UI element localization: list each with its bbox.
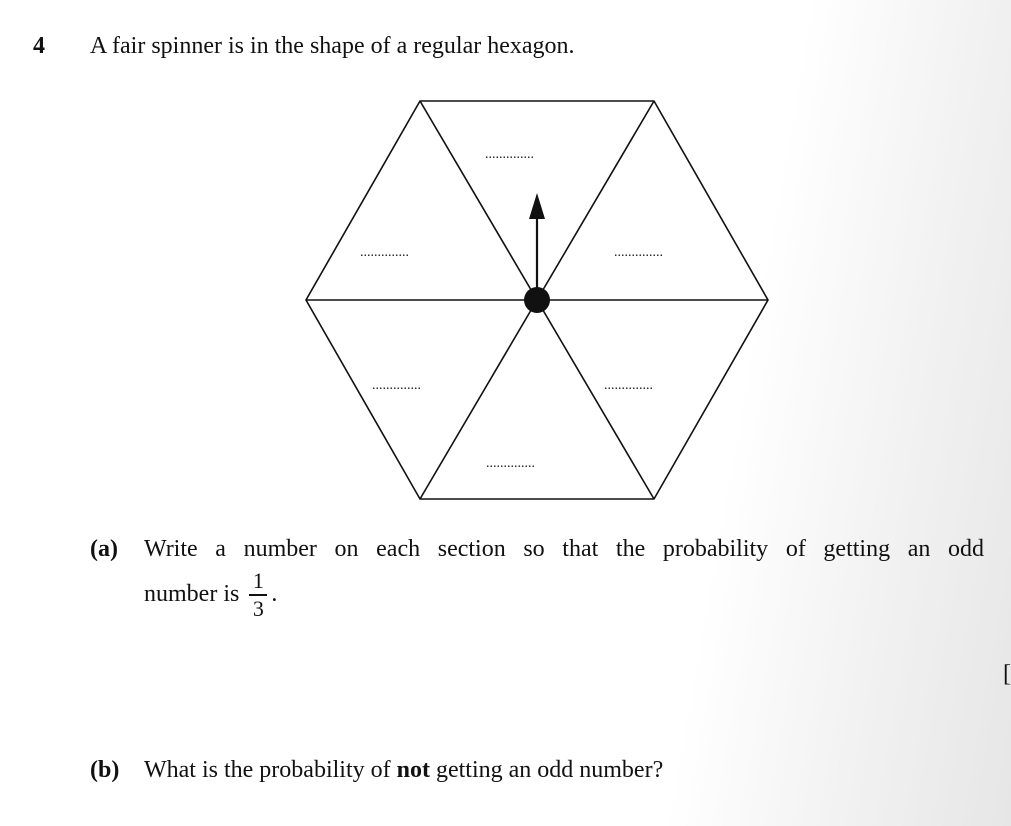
part-b-text-after: getting an odd number? [429,757,664,783]
question-stem: A fair spinner is in the shape of a regular hexagon. [90,33,575,59]
part-b-emphasis: not [396,757,430,783]
section-blank-upper-right[interactable]: .............. [614,245,663,260]
fraction-one-third [249,570,267,620]
margin-bracket: [ [1003,663,1011,685]
section-blank-top[interactable]: .............. [485,147,534,162]
part-b-text-before: What is the probability of [144,757,397,783]
part-a-question-line1: Write a number on each section so that the probability of getting an odd [144,536,984,562]
part-a-question-line2 [144,570,277,620]
section-blank-lower-left[interactable]: .............. [372,378,421,393]
part-b-label: (b) [90,757,120,783]
end-punctuation: . [271,581,278,608]
spinner-pivot [524,287,550,313]
spinner-arrow-head [529,193,545,219]
section-blank-bottom[interactable]: .............. [486,456,535,471]
part-a-label: (a) [90,536,118,562]
part-b-question [144,757,663,784]
fraction-numerator: 1 [252,568,264,593]
part-a-text-continued: number is [144,581,240,608]
section-blank-lower-right[interactable]: .............. [604,378,653,393]
fraction-denominator: 3 [252,595,264,621]
section-blank-upper-left[interactable]: .............. [360,245,409,260]
question-number: 4 [33,33,45,59]
